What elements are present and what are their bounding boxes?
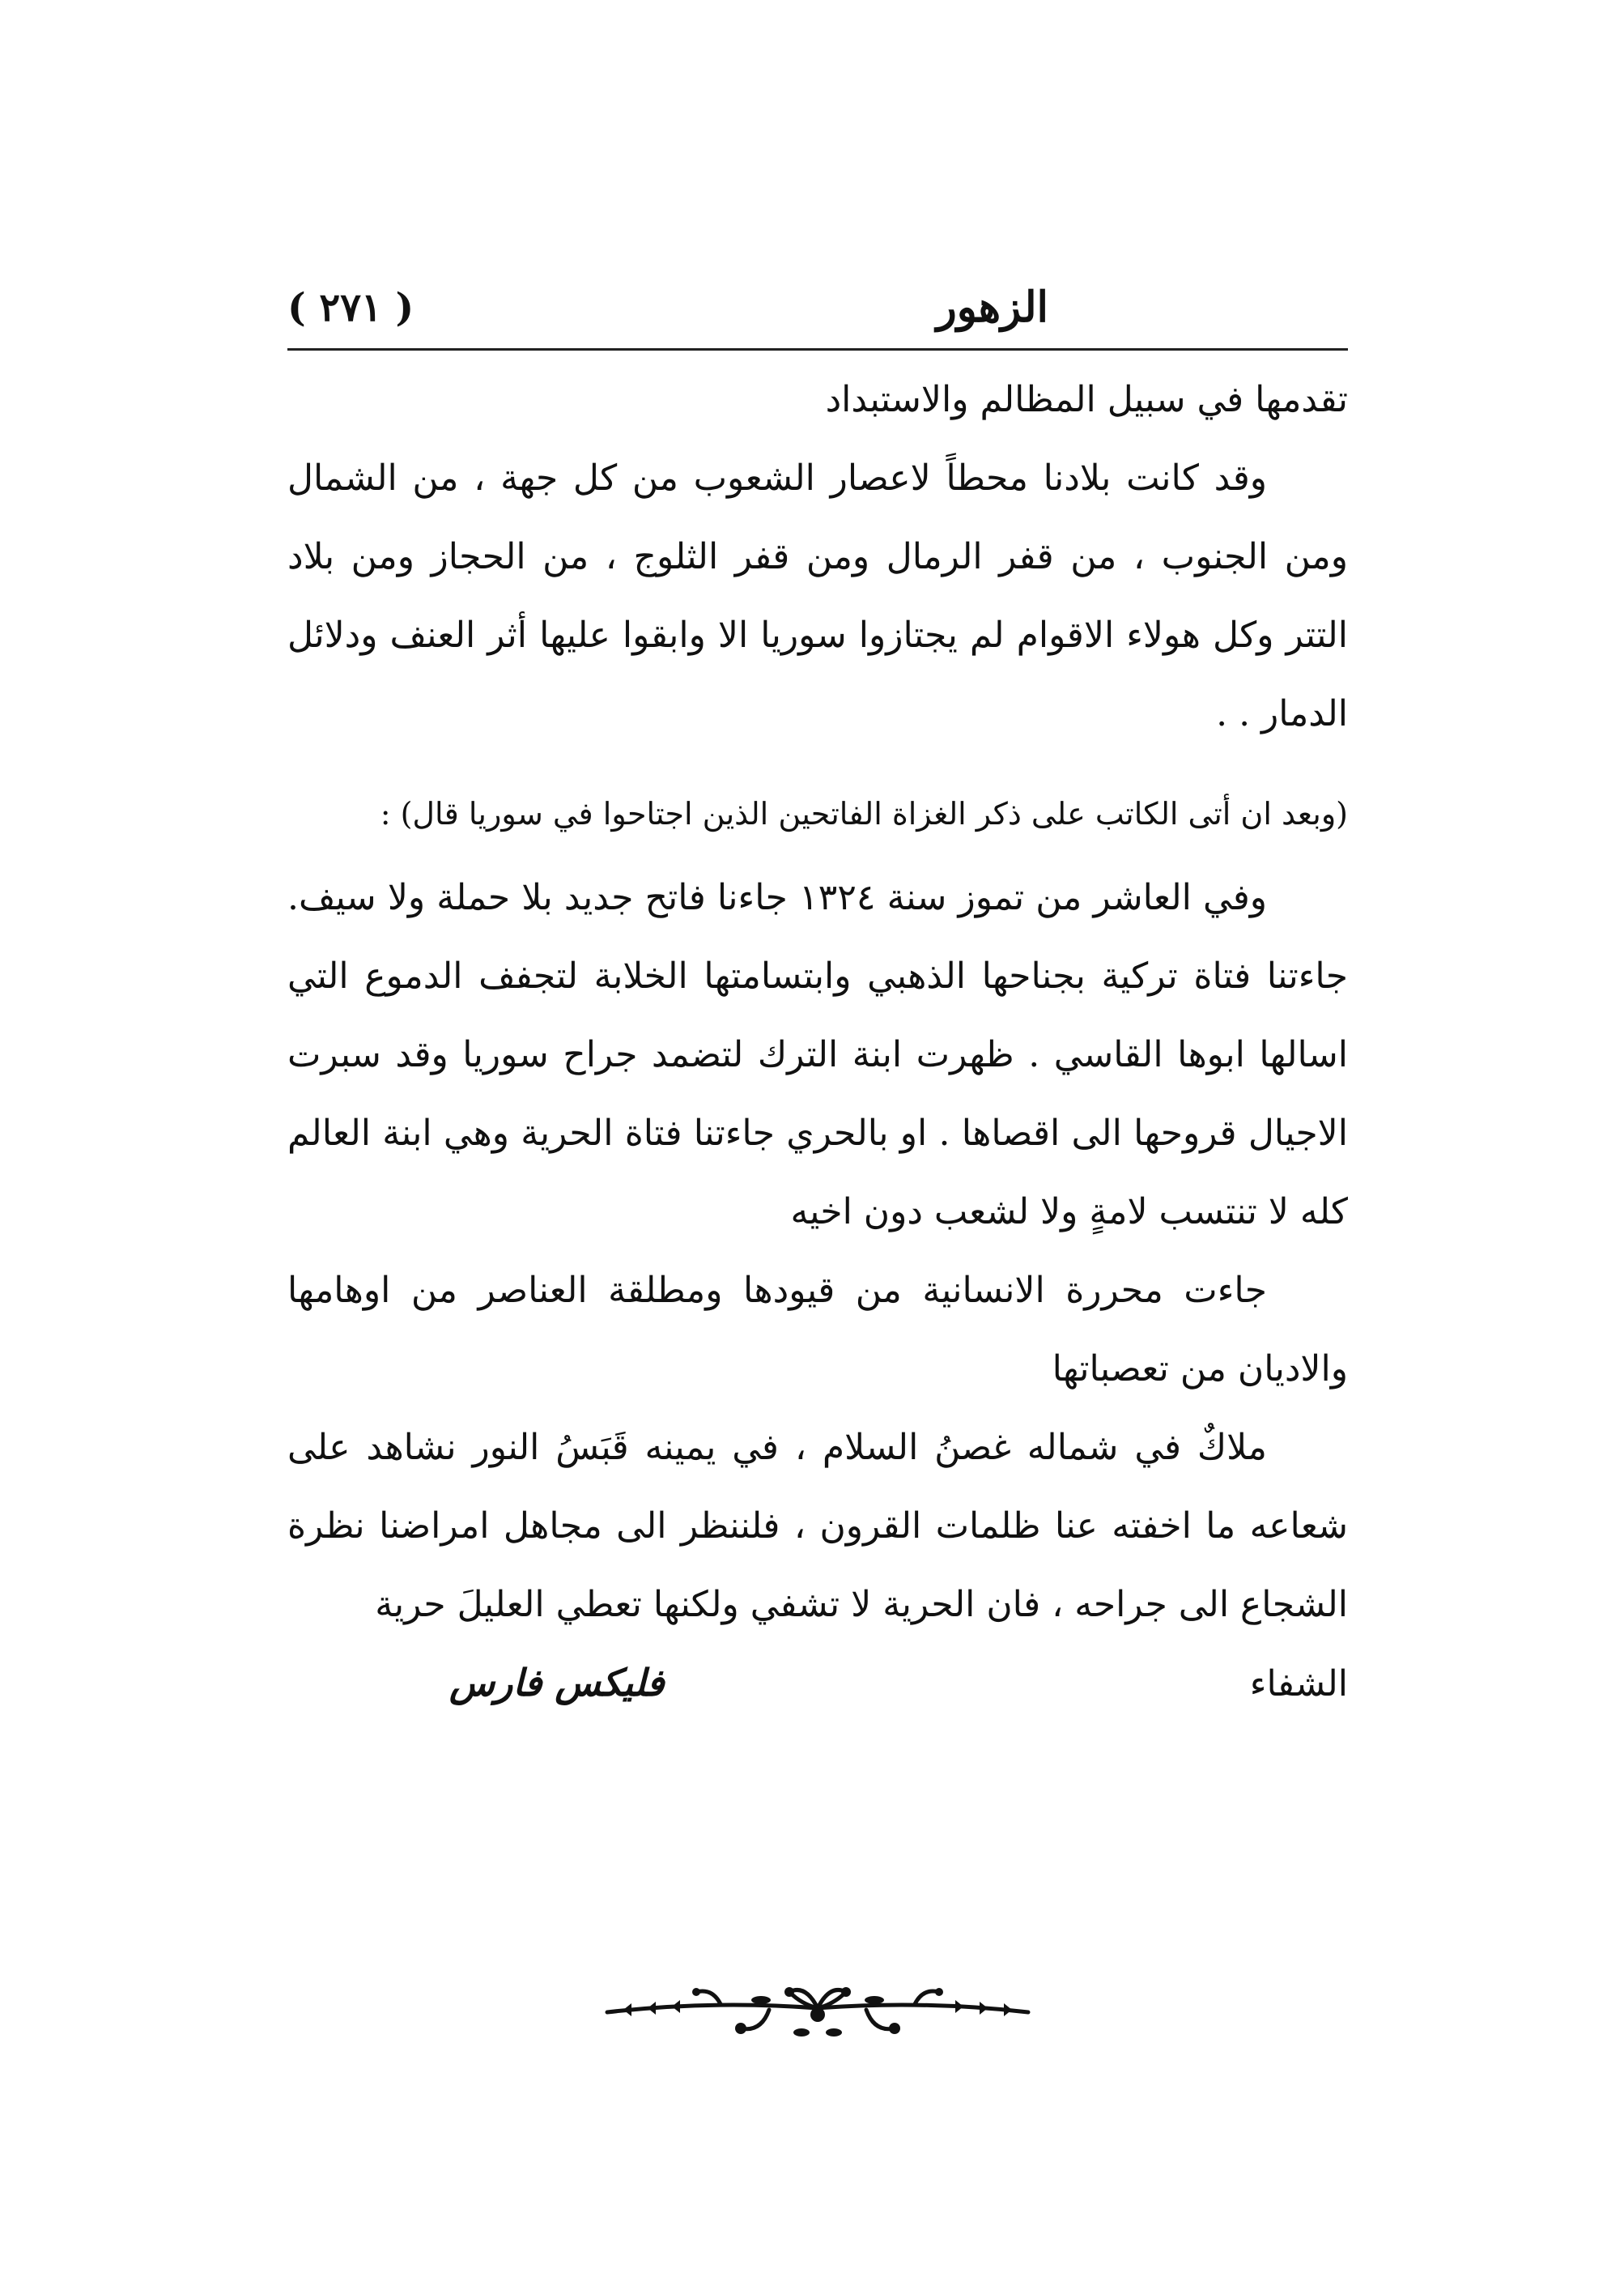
- paragraph-liberty-arrival: وفي العاشر من تموز سنة ١٣٢٤ جاءنا فاتح جديد بلا حملة ولا سيف. جاءتنا فتاة تركية بجناحها الذهبي وابتسامتها الخلابة لتجفف الدموع التي اسالها ابوها القاسي . ظهرت ابنة الترك لتضمد جراح سوريا وقد سبرت الاجيال قروحها الى اقصاها . او بالحري جاءتنا فتاة الحرية وهي ابنة العالم كله لا تنتسب لامةٍ ولا لشعب دون اخيه: [287, 877, 1348, 1232]
- paragraph-angel: ملاكٌ في شماله غصنُ السلام ، في يمينه قَبَسُ النور نشاهد على شعاعه ما اخفته عنا ظلمات القرون ، فلننظر الى مجاهل امراضنا نظرة الشجاع الى جراحه ، فان الحرية لا تشفي ولكنها تعطي العليلَ حرية: [287, 1427, 1348, 1625]
- journal-title: الزهور: [936, 283, 1048, 332]
- closing-line: [287, 1644, 1348, 1723]
- floral-vine-ornament-icon: [599, 1968, 1036, 2049]
- running-head: [287, 271, 1348, 344]
- editorial-note: (وبعد ان أتى الكاتب على ذكر الغزاة الفاتحين الذين اجتاحوا في سوريا قال) :: [380, 796, 1348, 832]
- author-signature: فليكس فارس: [449, 1661, 665, 1705]
- closing-word: الشفاء: [1249, 1663, 1348, 1705]
- article-body: [287, 360, 1348, 1723]
- paragraph-continuation: تقدمها في سبيل المظالم والاستبداد: [825, 379, 1348, 420]
- header-rule: [287, 348, 1348, 351]
- paragraph-liberation: جاءت محررة الانسانية من قيودها ومطلقة العناصر من اوهامها والاديان من تعصباتها: [287, 1270, 1348, 1390]
- paragraph-invasions: وقد كانت بلادنا محطاً لاعصار الشعوب من كل جهة ، من الشمال ومن الجنوب ، من قفر الرمال ومن قفر الثلوج ، من الحجاز ومن بلاد التتر وكل هولاء الاقوام لم يجتازوا سوريا الا وابقوا عليها أثر العنف ودلائل الدمار . .: [287, 458, 1348, 734]
- page-number: ( ٢٧١ ): [287, 285, 415, 330]
